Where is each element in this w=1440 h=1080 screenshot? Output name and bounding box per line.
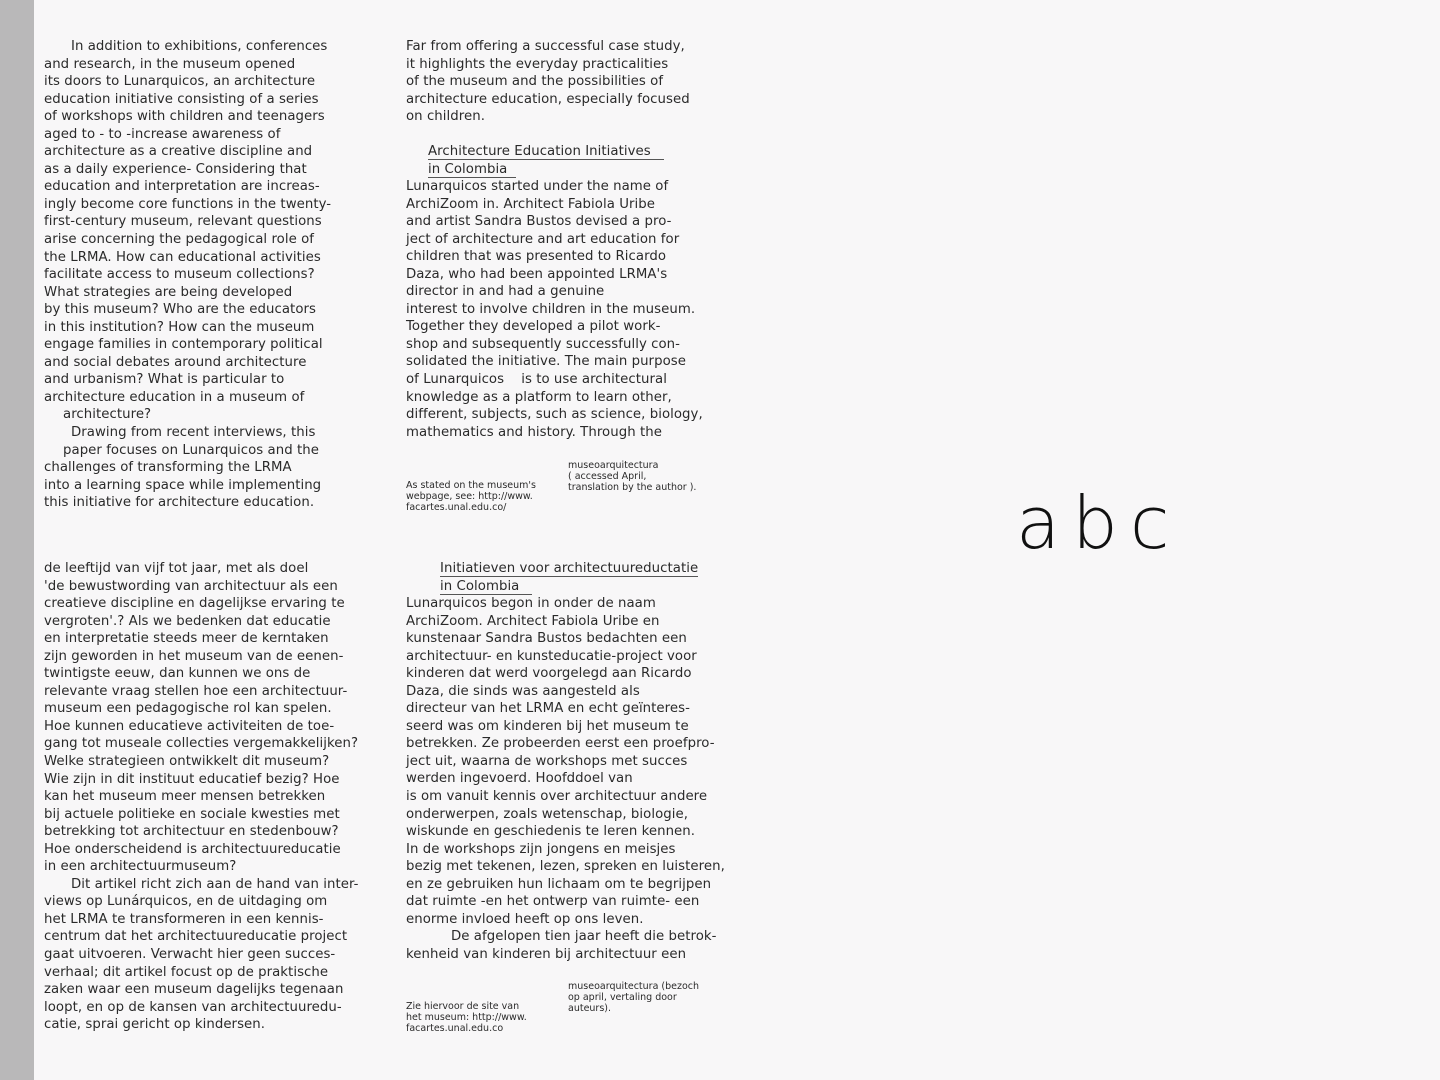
text-line: catie, sprai gericht op kindersen. [44, 1017, 266, 1033]
text-line: by this museum? Who are the educators [44, 302, 316, 318]
text-line: twintigste eeuw, dan kunnen we ons de [44, 666, 311, 682]
heading-line [428, 143, 728, 161]
text-line: vergroten'.? Als we bedenken dat educatie [44, 613, 331, 629]
text-line: en ze gebruiken hun lichaam om te begrijpen [406, 876, 712, 892]
dutch-section-heading [440, 560, 740, 595]
text-line: verhaal; dit artikel focust op de praktische [44, 964, 329, 980]
text-line: arise concerning the pedagogical role of [44, 232, 315, 248]
text-line: betrekken. Ze probeerden eerst een proefpro- [406, 736, 715, 752]
english-left-column [44, 38, 374, 512]
dutch-footnote-right [568, 981, 699, 1014]
text-line: In addition to exhibitions, conferences [71, 39, 328, 54]
text-line: Lunarquicos begon in onder de naam [406, 596, 656, 611]
text-line: betrekking tot architectuur en stedenbouw? [44, 824, 339, 840]
text-line: ArchiZoom. Architect Fabiola Uribe en [406, 613, 660, 629]
text-line: creatieve discipline en dagelijkse ervaring te [44, 596, 345, 612]
text-line: Lunarquicos started under the name of [406, 179, 669, 194]
footnote-line: museoarquitectura (bezoch [568, 981, 700, 992]
footnote-line: auteurs). [568, 1003, 612, 1014]
text-line: In de workshops zijn jongens en meisjes [406, 841, 676, 857]
footnote-line: webpage, see: http://www. [406, 491, 533, 502]
text-line: and social debates around architecture [44, 354, 307, 370]
text-line: children that was presented to Ricardo [406, 249, 667, 265]
text-line: het LRMA te transformeren in een kennis- [44, 911, 324, 927]
text-line: bezig met tekenen, lezen, spreken en luisteren, [406, 859, 725, 875]
text-line: Daza, die sinds was aangesteld als [406, 683, 640, 699]
text-line: zaken waar een museum dagelijks tegenaan [44, 982, 344, 998]
footnote-line: Zie hiervoor de site van [406, 1001, 520, 1012]
text-line: of Lunarquicos is to use architectural [406, 372, 667, 388]
text-line: engage families in contemporary political [44, 337, 323, 353]
heading-line [428, 161, 728, 179]
text-line: seerd was om kinderen bij het museum te [406, 718, 689, 734]
text-line: challenges of transforming the LRMA [44, 460, 292, 476]
text-line: kenheid van kinderen bij architectuur een [406, 946, 687, 962]
text-line: different, subjects, such as science, biology, [406, 407, 703, 423]
heading-text: in Colombia [440, 578, 520, 594]
heading-text: Initiatieven voor architectuureductatie [440, 561, 699, 576]
text-line: and research, in the museum opened [44, 56, 296, 72]
english-footnote-left [406, 480, 536, 513]
text-line: paper focuses on Lunarquicos and the [63, 442, 319, 458]
text-line: the LRMA. How can educational activities [44, 249, 321, 265]
english-right-column-intro [406, 38, 726, 126]
heading-text: in Colombia [428, 161, 508, 177]
text-line: education initiative consisting of a series [44, 91, 319, 107]
text-line: facilitate access to museum collections? [44, 267, 315, 283]
text-line: Hoe onderscheidend is architectuureducatie [44, 841, 341, 857]
text-line: zijn geworden in het museum van de eenen- [44, 648, 344, 664]
text-line: What strategies are being developed [44, 284, 293, 300]
text-line: kunstenaar Sandra Bustos bedachten een [406, 631, 687, 647]
text-line: aged to - to -increase awareness of [44, 126, 281, 142]
text-line: education and interpretation are increas- [44, 179, 320, 195]
text-line: Daza, who had been appointed LRMA's [406, 266, 668, 282]
text-line: ingly become core functions in the twenty- [44, 196, 332, 212]
text-line: directeur van het LRMA en echt geïnteres- [406, 701, 690, 717]
text-line: of the museum and the possibilities of [406, 74, 664, 90]
english-right-column-body [406, 178, 726, 441]
footnote-line: ( accessed April, [568, 471, 647, 482]
english-footnote-right [568, 460, 696, 493]
heading-underline-tail [651, 144, 664, 160]
heading-line [440, 578, 740, 596]
text-line: into a learning space while implementing [44, 477, 322, 493]
text-line: architecture as a creative discipline and [44, 144, 313, 160]
text-line: de leeftijd van vijf tot jaar, met als doel [44, 561, 309, 576]
text-line: as a daily experience- Considering that [44, 161, 307, 177]
text-line: solidated the initiative. The main purpose [406, 354, 686, 370]
heading-line [440, 560, 740, 578]
text-line: in een architectuurmuseum? [44, 859, 237, 875]
heading-underline-tail [507, 162, 516, 178]
text-line: wiskunde en geschiedenis te leren kennen. [406, 824, 696, 840]
footnote-line: As stated on the museum's [406, 480, 536, 491]
heading-underline-tail [519, 579, 532, 595]
text-line: gang tot museale collecties vergemakkelijken? [44, 736, 359, 752]
text-line: interest to involve children in the museum. [406, 301, 696, 317]
type-specimen: abc [1016, 481, 1182, 565]
text-line: gaat uitvoeren. Verwacht hier geen succes- [44, 947, 336, 963]
footnote-line: museoarquitectura [568, 460, 659, 471]
text-line: mathematics and history. Through the [406, 424, 662, 440]
text-line: werden ingevoerd. Hoofddoel van [406, 771, 633, 787]
text-line: Far from offering a successful case study, [406, 39, 685, 54]
dutch-left-column [44, 560, 374, 1034]
text-line: 'de bewustwording van architectuur als een [44, 578, 338, 594]
footnote-line: op april, vertaling door [568, 992, 677, 1003]
text-line: onderwerpen, zoals wetenschap, biologie, [406, 806, 689, 822]
dutch-footnote-left [406, 1001, 527, 1034]
text-line: knowledge as a platform to learn other, [406, 389, 672, 405]
text-line: Drawing from recent interviews, this [71, 425, 316, 441]
footnote-line: facartes.unal.edu.co/ [406, 502, 507, 513]
text-line: in this institution? How can the museum [44, 319, 315, 335]
footnote-line: facartes.unal.edu.co [406, 1023, 504, 1034]
text-line: and artist Sandra Bustos devised a pro- [406, 214, 672, 230]
text-line: first-century museum, relevant questions [44, 214, 322, 230]
footnote-line: het museum: http://www. [406, 1012, 527, 1023]
text-line: its doors to Lunarquicos, an architecture [44, 74, 316, 90]
text-line: of workshops with children and teenagers [44, 109, 325, 125]
text-line: loopt, en op de kansen van architectuuredu- [44, 999, 342, 1015]
text-line: ArchiZoom in. Architect Fabiola Uribe [406, 196, 655, 212]
text-line: De afgelopen tien jaar heeft die betrok- [451, 929, 717, 945]
text-line: shop and subsequently successfully con- [406, 336, 681, 352]
text-line: views op Lunárquicos, en de uitdaging om [44, 894, 328, 910]
heading-text: Architecture Education Initiatives [428, 144, 651, 159]
text-line: architecture? [63, 407, 152, 423]
footnote-line: translation by the author ). [568, 482, 697, 493]
text-line: Dit artikel richt zich aan de hand van inter- [71, 876, 359, 892]
text-line: relevante vraag stellen hoe een architectuur- [44, 683, 348, 699]
text-line: architecture education in a museum of [44, 389, 305, 405]
text-line: museum een pedagogische rol kan spelen. [44, 701, 332, 717]
text-line: bij actuele politieke en sociale kwesties met [44, 806, 340, 822]
text-line: Together they developed a pilot work- [406, 319, 661, 335]
text-line: enorme invloed heeft op ons leven. [406, 911, 644, 927]
text-line: kan het museum meer mensen betrekken [44, 789, 326, 805]
text-line: this initiative for architecture education. [44, 495, 315, 511]
text-line: Wie zijn in dit instituut educatief bezig? Hoe [44, 771, 340, 787]
dutch-right-column-body [406, 595, 726, 963]
page-margin-bar [0, 0, 34, 1080]
text-line: kinderen dat werd voorgelegd aan Ricardo [406, 666, 692, 682]
text-line: director in and had a genuine [406, 284, 605, 300]
text-line: on children. [406, 109, 485, 125]
text-line: dat ruimte -en het ontwerp van ruimte- een [406, 894, 700, 910]
text-line: Hoe kunnen educatieve activiteiten de toe- [44, 718, 335, 734]
text-line: it highlights the everyday practicalities [406, 56, 669, 72]
text-line: centrum dat het architectuureducatie project [44, 929, 348, 945]
text-line: and urbanism? What is particular to [44, 372, 285, 388]
text-line: is om vanuit kennis over architectuur andere [406, 789, 708, 805]
text-line: architectuur- en kunsteducatie-project voor [406, 648, 697, 664]
text-line: Welke strategieen ontwikkelt dit museum? [44, 754, 330, 770]
text-line: ject uit, waarna de workshops met succes [406, 753, 688, 769]
english-section-heading [428, 143, 728, 178]
text-line: architecture education, especially focused [406, 91, 690, 107]
text-line: ject of architecture and art education for [406, 231, 680, 247]
text-line: en interpretatie steeds meer de kerntaken [44, 631, 329, 647]
